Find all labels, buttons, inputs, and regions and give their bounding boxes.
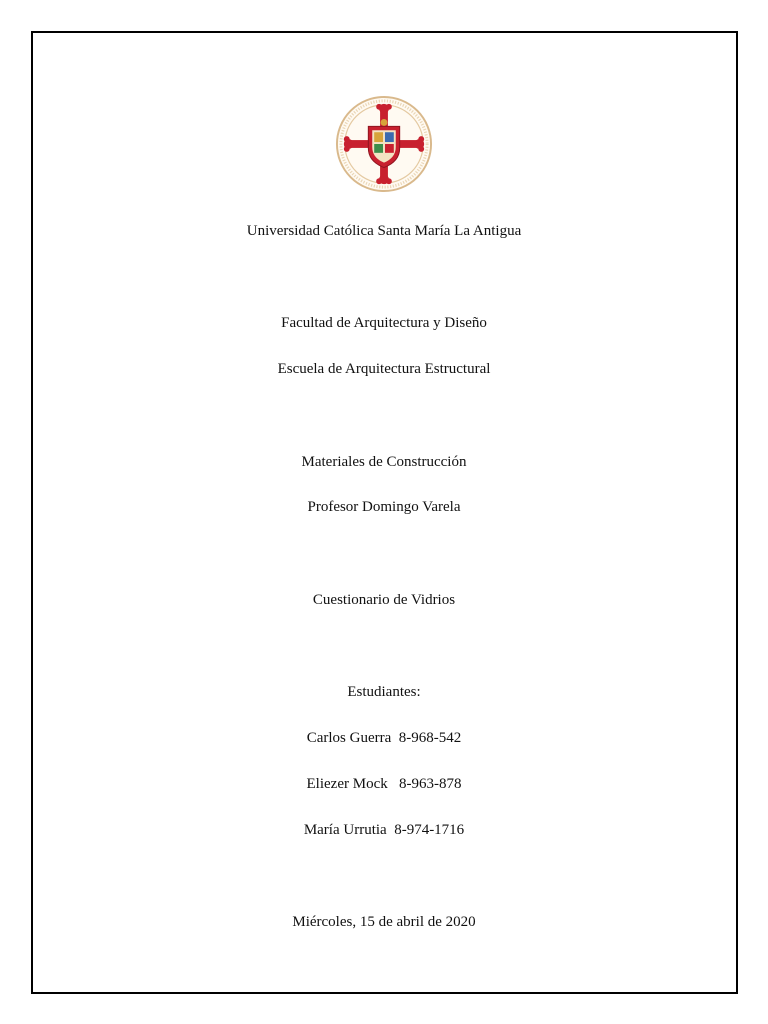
professor-name: Profesor Domingo Varela [307, 499, 461, 515]
school-name: Escuela de Arquitectura Estructural [277, 361, 491, 377]
university-seal-logo [335, 95, 433, 193]
document-date: Miércoles, 15 de abril de 2020 [292, 914, 476, 930]
faculty-name: Facultad de Arquitectura y Diseño [281, 315, 487, 331]
student-entry: Carlos Guerra 8-968-542 [306, 730, 462, 746]
course-name: Materiales de Construcción [301, 454, 467, 470]
student-entry: Eliezer Mock 8-963-878 [306, 776, 462, 792]
students-heading: Estudiantes: [347, 684, 421, 700]
university-name: Universidad Católica Santa María La Antigua [246, 223, 522, 239]
document-title: Cuestionario de Vidrios [312, 592, 456, 608]
student-entry: María Urrutia 8-974-1716 [303, 822, 465, 838]
